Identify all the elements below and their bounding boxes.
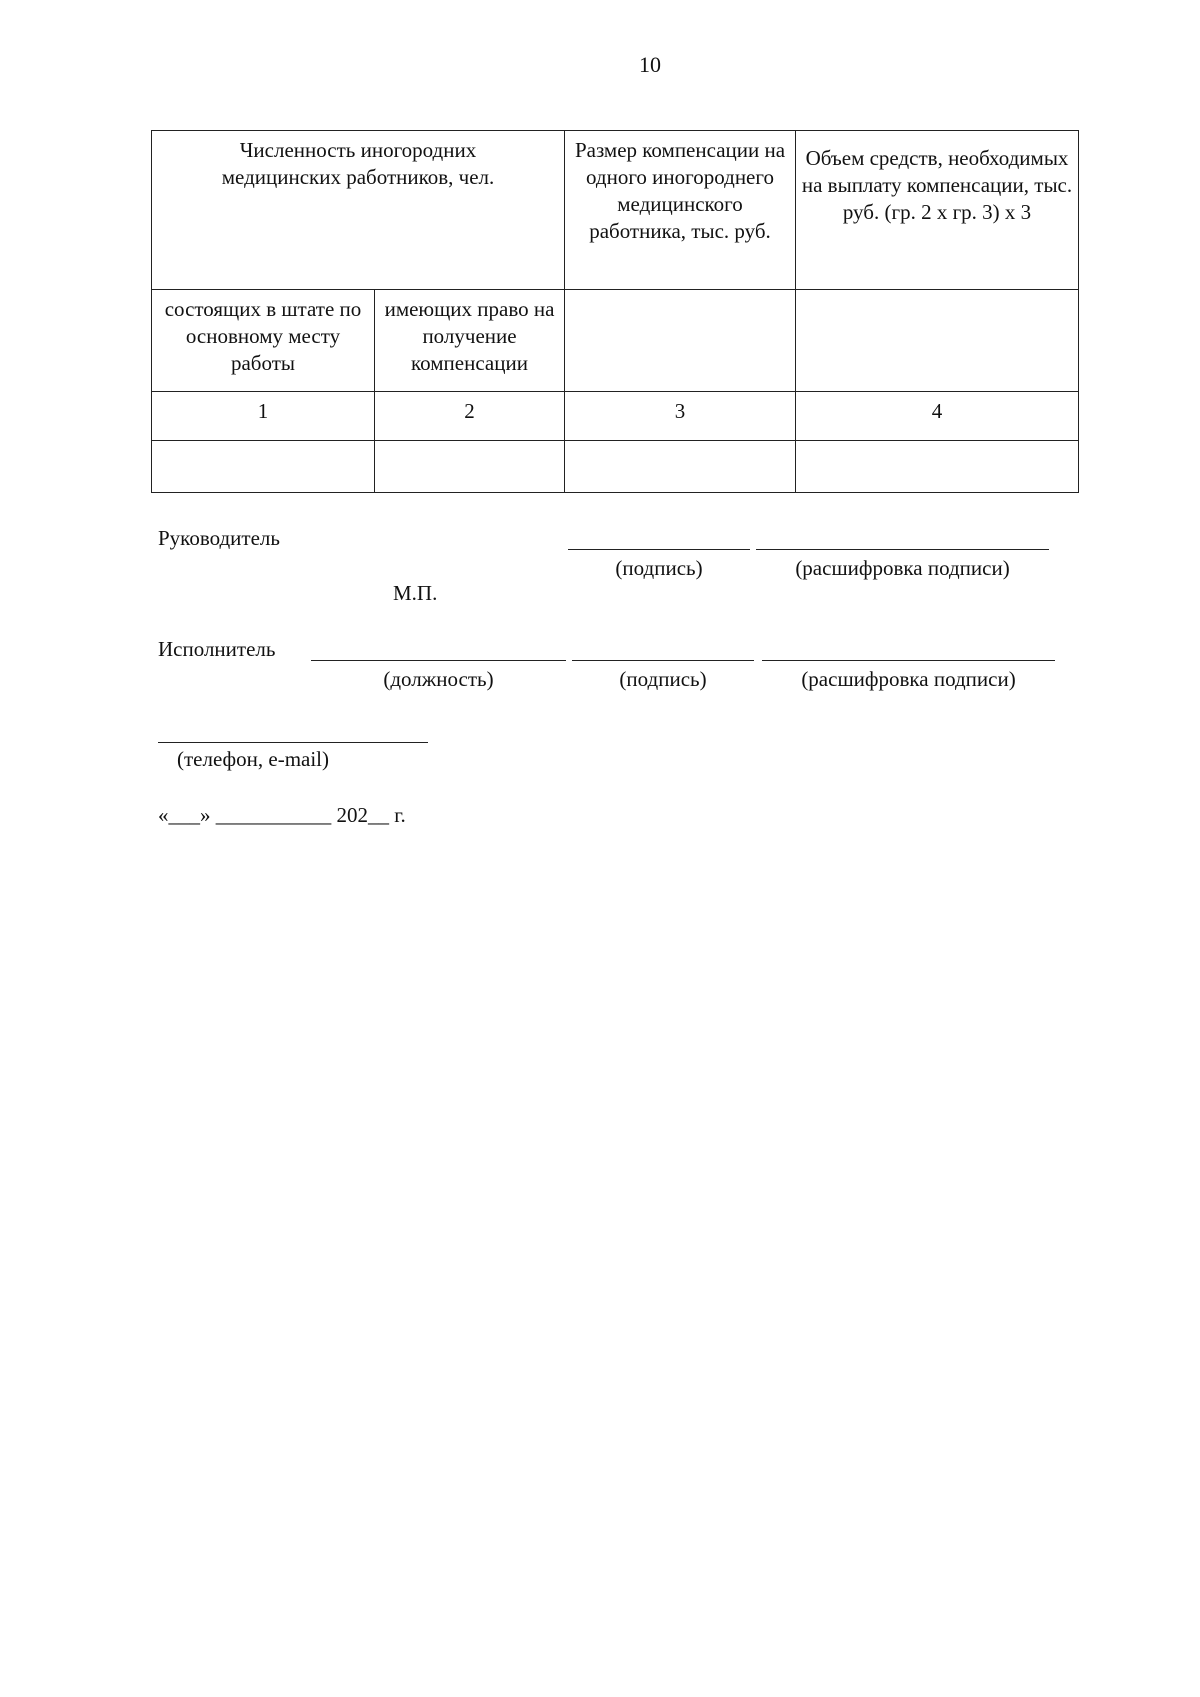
head-decode-caption: (расшифровка подписи) [795,556,1010,580]
data-cell-3[interactable] [565,441,796,493]
column-number-3: 3 [565,392,796,441]
table-data-row [152,441,1079,493]
head-signature-line[interactable] [568,549,750,550]
header-col3-cell [565,131,796,290]
table-number-row [152,392,1079,441]
executor-decode-caption: (расшифровка подписи) [801,667,1016,691]
executor-signature-caption: (подпись) [619,667,707,691]
header-col3-text: Размер компенсации на одного иногороднего медицинского работника, тыс. руб. [574,138,786,243]
subheader-col1-text: состоящих в штате по основному месту работы [164,297,362,375]
data-cell-4[interactable] [796,441,1079,493]
column-number-1: 1 [152,392,375,441]
head-signature-caption: (подпись) [615,556,703,580]
subheader-col3-empty [565,290,796,392]
head-label: Руководитель [158,526,280,550]
table-header-row [152,131,1079,290]
page-number: 10 [639,52,661,77]
header-group-text: Численность иногородних медицинских работников, чел. [221,138,495,189]
header-col4-text: Объем средств, необходимых на выплату компенсации, тыс. руб. (гр. 2 х гр. 3) х 3 [801,146,1073,224]
executor-position-caption: (должность) [383,667,494,691]
date-line: «___» ___________ 202__ г. [158,803,406,827]
subheader-col1-cell [152,290,375,392]
contact-caption: (телефон, e-mail) [176,747,330,771]
executor-decode-line[interactable] [762,660,1055,661]
executor-position-line[interactable] [311,660,566,661]
data-cell-2[interactable] [375,441,565,493]
data-cell-1[interactable] [152,441,375,493]
table-subheader-row [152,290,1079,392]
column-number-4: 4 [796,392,1079,441]
executor-signature-line[interactable] [572,660,754,661]
subheader-col2-cell [375,290,565,392]
head-decode-line[interactable] [756,549,1049,550]
subheader-col4-empty [796,290,1079,392]
report-table [151,130,1079,493]
executor-label: Исполнитель [158,637,276,661]
stamp-label: М.П. [393,581,438,605]
header-col4-cell [796,131,1079,290]
column-number-2: 2 [375,392,565,441]
contact-line[interactable] [158,742,428,743]
subheader-col2-text: имеющих право на получение компенсации [384,297,555,375]
header-group-cell [152,131,565,290]
